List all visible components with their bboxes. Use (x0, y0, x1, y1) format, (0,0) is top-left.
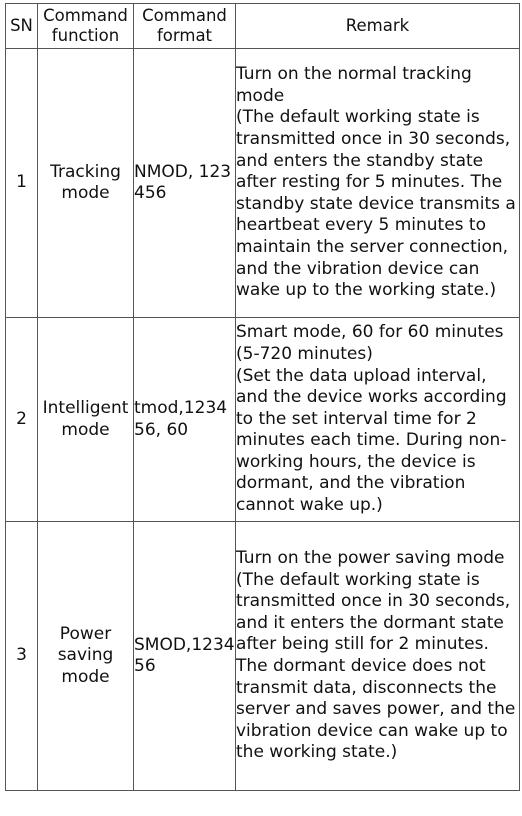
row-sn: 2 (6, 318, 38, 522)
remark-detail: (Set the data upload interval, and the device works according to the set interval time for 2 minutes each time. During non-working hours, the device is dormant, and the vibration cannot wake up.) (236, 365, 507, 516)
row-command-function: Power saving mode (38, 522, 134, 791)
remark-detail: (The default working state is transmitted once in 30 seconds, and it enters the dormant state after being still for 2 minutes. The dormant device does not transmit data, disconnects the server and saves power, and the vibration device can wake up to the working state.) (236, 569, 516, 763)
row-sn: 3 (6, 522, 38, 791)
remark-summary: Turn on the power saving mode (236, 548, 505, 569)
table-row (6, 49, 520, 318)
remark-detail: (The default working state is transmitted once in 30 seconds, and enters the standby state after resting for 5 minutes. The standby state device transmits a heartbeat every 5 minutes to maintain the server connection, and the vibration device can wake up to the working state.) (236, 107, 516, 301)
row-command-format: NMOD, 123456 (134, 49, 236, 318)
table-row (6, 522, 520, 791)
row-command-format: SMOD,123456 (134, 522, 236, 791)
header-command-format: Command format (134, 4, 236, 49)
row-command-function: Tracking mode (38, 49, 134, 318)
command-table (5, 3, 520, 791)
table-row (6, 318, 520, 522)
row-sn: 1 (6, 49, 38, 318)
header-row (6, 4, 520, 49)
remark-summary: Smart mode, 60 for 60 minutes (5-720 minutes) (236, 322, 504, 364)
row-remark (236, 522, 520, 791)
header-remark: Remark (236, 4, 520, 49)
row-command-format: tmod,123456, 60 (134, 318, 236, 522)
remark-summary: Turn on the normal tracking mode (236, 64, 472, 106)
row-remark (236, 49, 520, 318)
row-remark (236, 318, 520, 522)
row-command-function: Intelligent mode (38, 318, 134, 522)
header-command-function: Command function (38, 4, 134, 49)
header-sn: SN (6, 4, 38, 49)
